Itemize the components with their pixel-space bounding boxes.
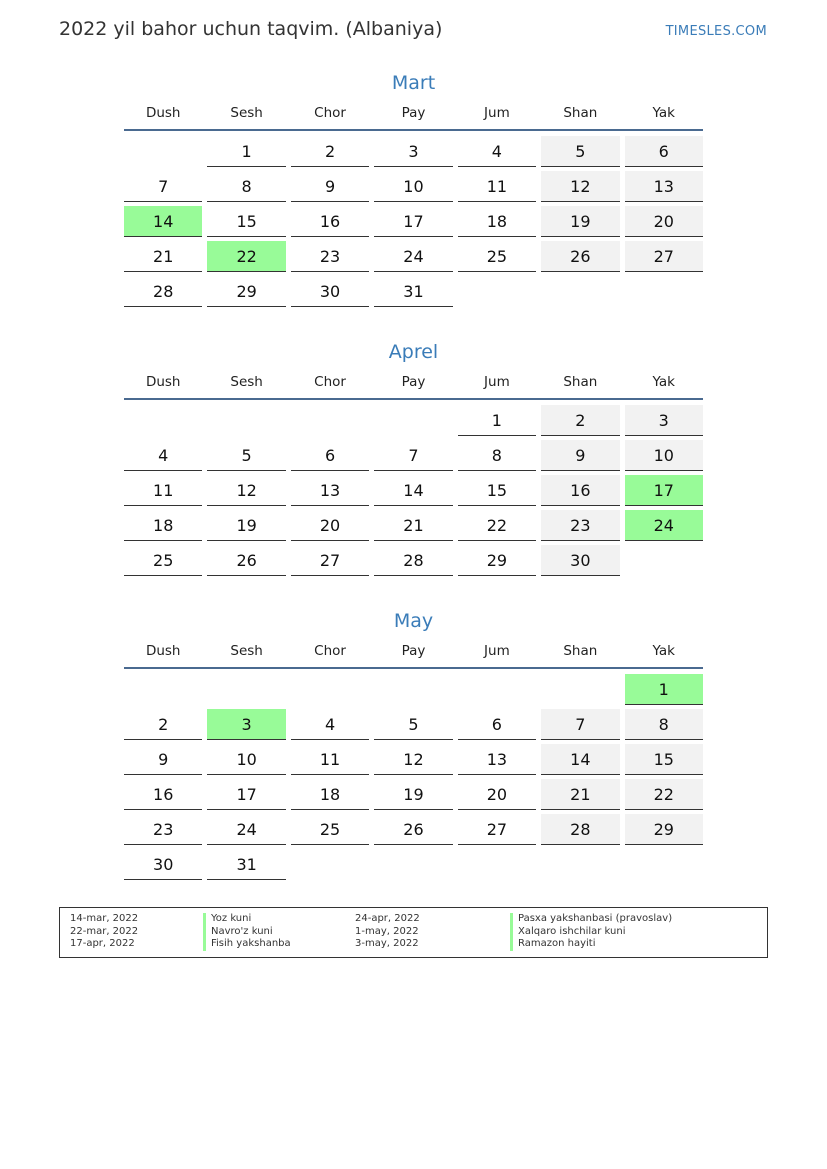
- empty-cell: [625, 276, 703, 307]
- legend-date: 14-mar, 2022: [70, 913, 139, 924]
- day-cell: 6: [625, 136, 703, 167]
- day-cell: 6: [291, 440, 369, 471]
- day-cell: 24: [207, 814, 285, 845]
- legend-name: Pasxa yakshanbasi (pravoslav): [510, 913, 672, 926]
- empty-cell: [541, 849, 619, 880]
- day-cell: 18: [124, 510, 202, 541]
- weekday-label: Pay: [401, 105, 426, 121]
- day-cell: 10: [625, 440, 703, 471]
- empty-cell: [124, 136, 202, 167]
- empty-cell: [207, 674, 285, 705]
- holiday-legend: [59, 907, 768, 958]
- weekday-label: Jum: [484, 374, 510, 390]
- day-cell: 21: [124, 241, 202, 272]
- day-cell: 7: [124, 171, 202, 202]
- legend-name: Xalqaro ishchilar kuni: [510, 926, 672, 939]
- day-cell: 27: [291, 545, 369, 576]
- weekday-label: Dush: [145, 105, 181, 121]
- day-cell: 3: [207, 709, 285, 740]
- day-cell: 4: [291, 709, 369, 740]
- weekday-header: [124, 372, 703, 392]
- weekday-label: Jum: [484, 105, 510, 121]
- week-row: [124, 814, 703, 845]
- day-cell: 8: [207, 171, 285, 202]
- empty-cell: [291, 674, 369, 705]
- empty-cell: [124, 405, 202, 436]
- week-row: [124, 849, 703, 880]
- day-cell: 8: [458, 440, 536, 471]
- empty-cell: [124, 674, 202, 705]
- day-cell: 12: [541, 171, 619, 202]
- day-cell: 5: [541, 136, 619, 167]
- legend-name: Navro'z kuni: [203, 926, 291, 939]
- day-cell: 3: [374, 136, 452, 167]
- empty-cell: [374, 674, 452, 705]
- header-divider: [124, 667, 703, 669]
- day-cell: 30: [124, 849, 202, 880]
- day-cell: 17: [374, 206, 452, 237]
- day-cell: 2: [291, 136, 369, 167]
- day-cell: 14: [124, 206, 202, 237]
- page-title: 2022 yil bahor uchun taqvim. (Albaniya): [59, 18, 443, 40]
- empty-cell: [458, 849, 536, 880]
- week-row: [124, 171, 703, 202]
- weekday-label: Pay: [401, 374, 426, 390]
- month-name: Aprel: [388, 341, 439, 363]
- weekday-header: [124, 103, 703, 123]
- day-cell: 26: [207, 545, 285, 576]
- day-cell: 17: [207, 779, 285, 810]
- day-cell: 28: [374, 545, 452, 576]
- day-cell: 12: [374, 744, 452, 775]
- empty-cell: [541, 674, 619, 705]
- day-cell: 19: [207, 510, 285, 541]
- day-cell: 30: [541, 545, 619, 576]
- day-cell: 15: [625, 744, 703, 775]
- legend-date: 1-may, 2022: [355, 925, 419, 937]
- day-cell: 8: [625, 709, 703, 740]
- week-row: [124, 709, 703, 740]
- empty-cell: [625, 849, 703, 880]
- week-row: [124, 276, 703, 307]
- day-cell: 29: [458, 545, 536, 576]
- day-cell: 13: [458, 744, 536, 775]
- week-row: [124, 475, 703, 506]
- day-cell: 23: [124, 814, 202, 845]
- day-cell: 28: [541, 814, 619, 845]
- legend-names-right: [510, 913, 672, 951]
- day-cell: 4: [124, 440, 202, 471]
- weekday-label: Shan: [563, 105, 598, 121]
- day-cell: 25: [124, 545, 202, 576]
- empty-cell: [541, 276, 619, 307]
- legend-date: 22-mar, 2022: [70, 925, 139, 937]
- week-row: [124, 241, 703, 272]
- day-cell: 1: [458, 405, 536, 436]
- weekday-label: Dush: [145, 643, 181, 659]
- legend-names-left: [203, 913, 291, 951]
- legend-date: 17-apr, 2022: [70, 938, 135, 949]
- weekday-header: [124, 641, 703, 661]
- empty-cell: [291, 849, 369, 880]
- day-cell: 7: [374, 440, 452, 471]
- day-cell: 29: [625, 814, 703, 845]
- empty-cell: [458, 674, 536, 705]
- day-cell: 23: [541, 510, 619, 541]
- legend-name: Ramazon hayiti: [510, 938, 672, 951]
- empty-cell: [458, 276, 536, 307]
- empty-cell: [291, 405, 369, 436]
- day-cell: 14: [374, 475, 452, 506]
- day-cell: 2: [124, 709, 202, 740]
- month-name: Mart: [391, 72, 436, 94]
- header-divider: [124, 398, 703, 400]
- weekday-label: Sesh: [230, 643, 263, 659]
- day-cell: 25: [458, 241, 536, 272]
- day-cell: 9: [124, 744, 202, 775]
- day-cell: 1: [625, 674, 703, 705]
- day-cell: 11: [124, 475, 202, 506]
- day-cell: 9: [541, 440, 619, 471]
- day-cell: 26: [541, 241, 619, 272]
- empty-cell: [374, 405, 452, 436]
- weekday-label: Dush: [145, 374, 181, 390]
- day-cell: 6: [458, 709, 536, 740]
- day-cell: 10: [374, 171, 452, 202]
- week-row: [124, 405, 703, 436]
- day-cell: 15: [458, 475, 536, 506]
- day-cell: 18: [291, 779, 369, 810]
- week-row: [124, 779, 703, 810]
- legend-name: Fisih yakshanba: [203, 938, 291, 951]
- day-cell: 22: [625, 779, 703, 810]
- day-cell: 11: [458, 171, 536, 202]
- empty-cell: [374, 849, 452, 880]
- month-may: [124, 607, 703, 880]
- day-cell: 21: [374, 510, 452, 541]
- day-cell: 4: [458, 136, 536, 167]
- weekday-label: Shan: [563, 374, 598, 390]
- day-cell: 14: [541, 744, 619, 775]
- weekday-label: Jum: [484, 643, 510, 659]
- week-row: [124, 674, 703, 705]
- day-cell: 22: [458, 510, 536, 541]
- month-name: May: [393, 610, 434, 632]
- day-cell: 18: [458, 206, 536, 237]
- header-divider: [124, 129, 703, 131]
- weekday-label: Chor: [314, 374, 346, 390]
- day-cell: 20: [625, 206, 703, 237]
- day-cell: 22: [207, 241, 285, 272]
- day-cell: 9: [291, 171, 369, 202]
- empty-cell: [207, 405, 285, 436]
- legend-date: 3-may, 2022: [355, 938, 419, 949]
- day-cell: 20: [458, 779, 536, 810]
- day-cell: 20: [291, 510, 369, 541]
- day-cell: 12: [207, 475, 285, 506]
- day-cell: 25: [291, 814, 369, 845]
- month-mart: [124, 69, 703, 307]
- week-row: [124, 744, 703, 775]
- day-cell: 16: [541, 475, 619, 506]
- weekday-label: Pay: [401, 643, 426, 659]
- day-cell: 29: [207, 276, 285, 307]
- day-cell: 27: [625, 241, 703, 272]
- week-row: [124, 510, 703, 541]
- day-cell: 13: [625, 171, 703, 202]
- week-row: [124, 545, 703, 576]
- legend-dates-left: [70, 913, 138, 951]
- weekday-label: Shan: [563, 643, 598, 659]
- day-cell: 31: [207, 849, 285, 880]
- day-cell: 30: [291, 276, 369, 307]
- day-cell: 1: [207, 136, 285, 167]
- weekday-label: Chor: [314, 643, 346, 659]
- weekday-label: Chor: [314, 105, 346, 121]
- day-cell: 19: [374, 779, 452, 810]
- week-row: [124, 136, 703, 167]
- legend-dates-right: [355, 913, 420, 951]
- day-cell: 5: [374, 709, 452, 740]
- day-cell: 19: [541, 206, 619, 237]
- legend-name: Yoz kuni: [203, 913, 291, 926]
- day-cell: 24: [374, 241, 452, 272]
- month-aprel: [124, 338, 703, 576]
- day-cell: 24: [625, 510, 703, 541]
- empty-cell: [625, 545, 703, 576]
- week-row: [124, 206, 703, 237]
- day-cell: 15: [207, 206, 285, 237]
- day-cell: 13: [291, 475, 369, 506]
- day-cell: 26: [374, 814, 452, 845]
- day-cell: 3: [625, 405, 703, 436]
- day-cell: 10: [207, 744, 285, 775]
- day-cell: 16: [124, 779, 202, 810]
- day-cell: 2: [541, 405, 619, 436]
- weekday-label: Yak: [652, 374, 675, 390]
- day-cell: 17: [625, 475, 703, 506]
- day-cell: 23: [291, 241, 369, 272]
- weekday-label: Sesh: [230, 374, 263, 390]
- day-cell: 7: [541, 709, 619, 740]
- weekday-label: Yak: [652, 643, 675, 659]
- day-cell: 28: [124, 276, 202, 307]
- legend-date: 24-apr, 2022: [355, 913, 420, 924]
- weekday-label: Yak: [652, 105, 675, 121]
- week-row: [124, 440, 703, 471]
- weekday-label: Sesh: [230, 105, 263, 121]
- day-cell: 31: [374, 276, 452, 307]
- day-cell: 11: [291, 744, 369, 775]
- day-cell: 16: [291, 206, 369, 237]
- day-cell: 27: [458, 814, 536, 845]
- brand-link[interactable]: TIMESLES.COM: [665, 24, 767, 39]
- day-cell: 5: [207, 440, 285, 471]
- day-cell: 21: [541, 779, 619, 810]
